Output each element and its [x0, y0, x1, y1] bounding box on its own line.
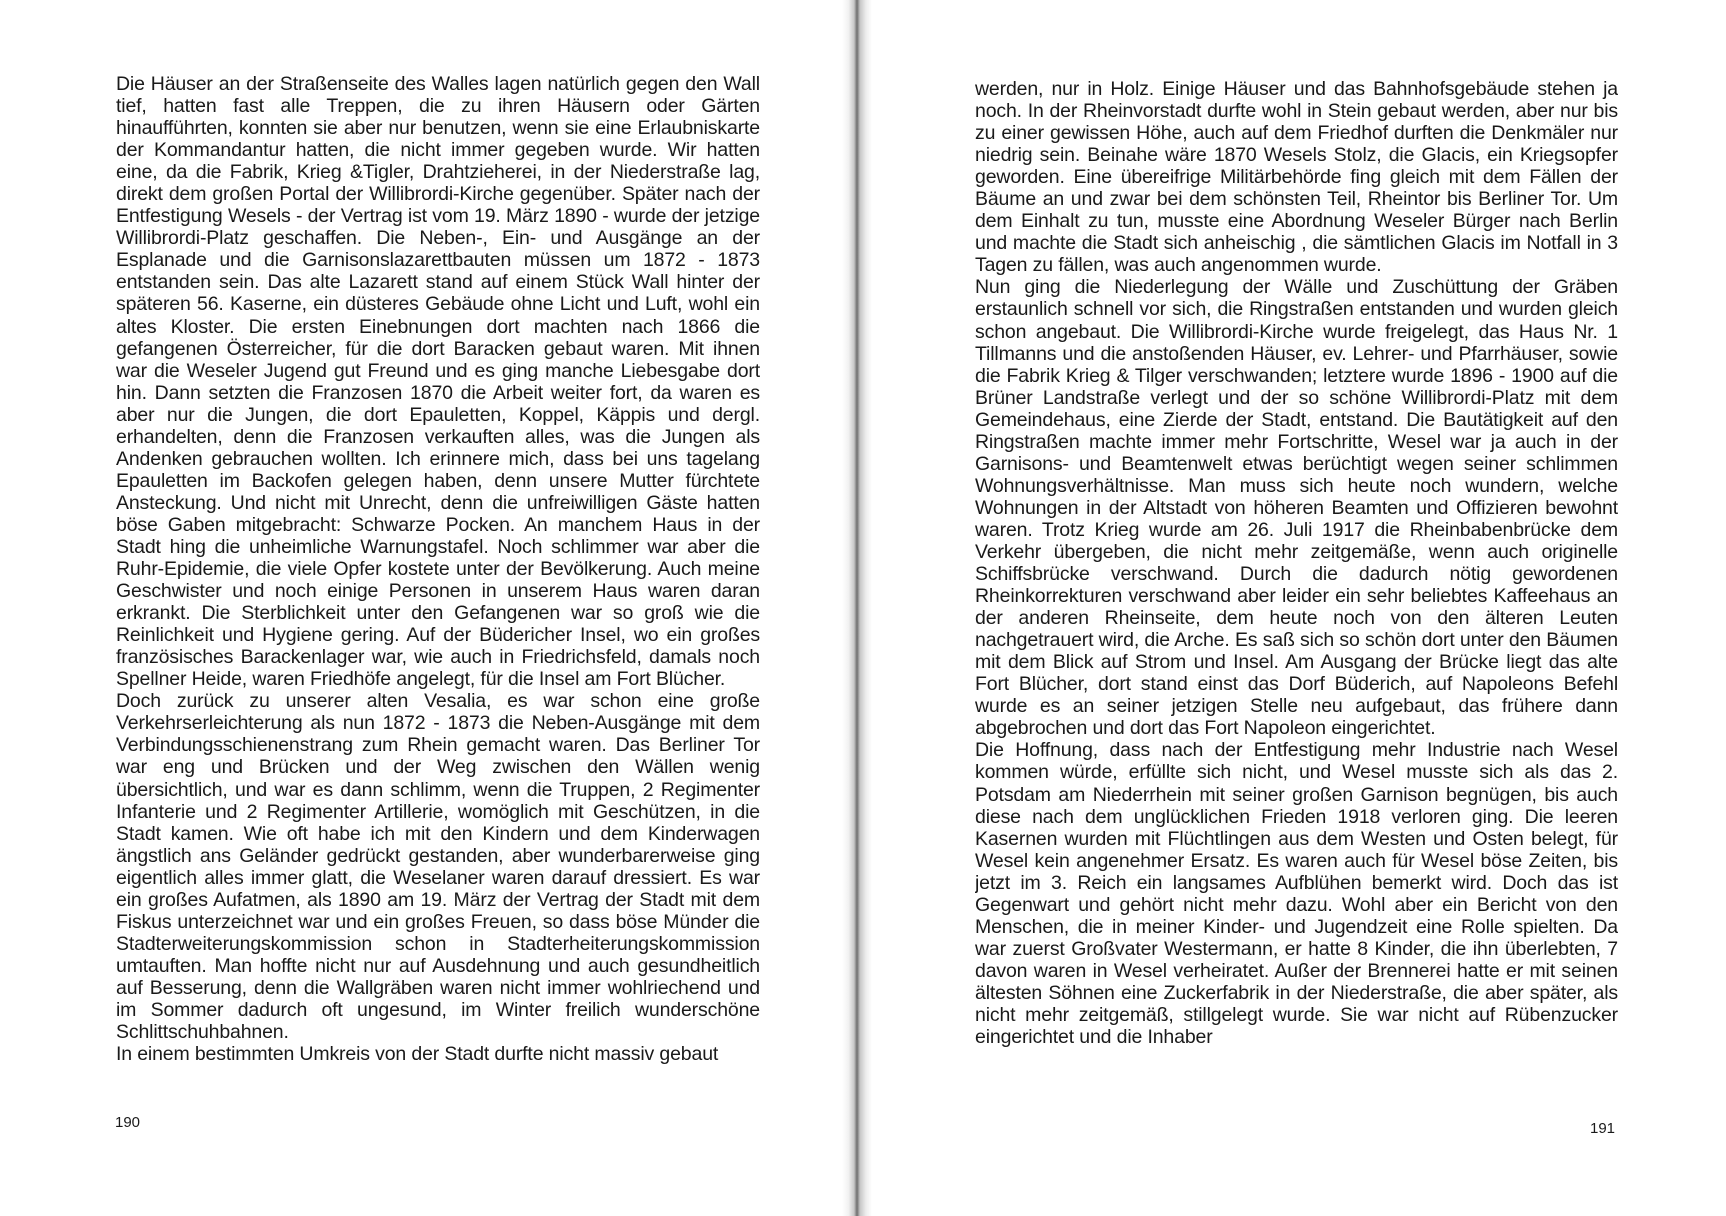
- paragraph: Die Hoffnung, dass nach der Entfestigung mehr Industrie nach Wesel kommen würde, erfüllte sich nicht, und Wesel musste sich als das 2. Potsdam am Niederrhein mit seiner großen Garnison begnügen, bis auch diese nach dem unglücklichen Frieden 1918 verloren ging. Die leeren Kasernen wurden mit Flüchtlingen aus dem Westen und Osten belegt, für Wesel kein angenehmer Ersatz. Es waren auch für Wesel böse Zeiten, bis jetzt im 3. Reich ein langsames Aufblühen bemerkt wird. Doch das ist Gegenwart und gehört nicht mehr dazu. Wohl aber ein Bericht von den Menschen, die in meiner Kinder- und Jugendzeit eine Rolle spielten. Da war zuerst Großvater Westermann, er hatte 8 Kinder, die ihn überlebten, 7 davon waren in Wesel verheiratet. Außer der Brennerei hatte er mit seinen ältesten Söhnen eine Zuckerfabrik in der Niederstraße, die aber später, als nicht mehr zeitgemäß, stillgelegt wurde. Sie war nicht auf Rübenzucker eingerichtet und die Inhaber: [975, 739, 1618, 1049]
- right-page-body: [975, 78, 1618, 1048]
- paragraph: Nun ging die Niederlegung der Wälle und Zuschüttung der Gräben erstaunlich schnell vor sich, die Ringstraßen entstanden und wurden gleich schon angebaut. Die Willibrordi-Kirche wurde freigelegt, das Haus Nr. 1 Tillmanns und die anstoßenden Häuser, ev. Lehrer- und Pfarrhäuser, sowie die Fabrik Krieg & Tilger verschwanden; letztere wurde 1896 - 1900 auf die Brüner Landstraße verlegt und der so schöne Willibrordi-Platz mit dem Gemeindehaus, eine Zierde der Stadt, entstand. Die Bautätigkeit auf den Ringstraßen machte immer mehr Fortschritte, Wesel war ja auch in der Garnisons- und Beamtenwelt etwas berüchtigt wegen seiner schlimmen Wohnungsverhältnisse. Man muss sich heute noch wundern, welche Wohnungen in der Altstadt von höheren Beamten und Offizieren bewohnt waren. Trotz Krieg wurde am 26. Juli 1917 die Rheinbabenbrücke dem Verkehr übergeben, die nicht mehr zeitgemäße, wenn auch originelle Schiffsbrücke verschwand. Durch die dadurch nötig gewordenen Rheinkorrekturen verschwand aber leider ein sehr beliebtes Kaffeehaus an der anderen Rheinseite, dem heute noch von den älteren Leuten nachgetrauert wird, die Arche. Es saß sich so schön dort unter den Bäumen mit dem Blick auf Strom und Insel. Am Ausgang der Brücke liegt das alte Fort Blücher, dort stand einst das Dorf Büderich, auf Napoleons Befehl wurde es an seiner jetzigen Stelle neu aufgebaut, das frühere dann abgebrochen und dort das Fort Napoleon eingerichtet.: [975, 276, 1618, 740]
- page-number-right: 191: [1590, 1120, 1616, 1137]
- left-page-body: [116, 73, 760, 1065]
- paragraph: werden, nur in Holz. Einige Häuser und das Bahnhofsgebäude stehen ja noch. In der Rheinvorstadt durfte wohl in Stein gebaut werden, aber nur bis zu einer gewissen Höhe, auch auf dem Friedhof durften die Denkmäler nur niedrig sein. Beinahe wäre 1870 Wesels Stolz, die Glacis, ein Kriegsopfer geworden. Eine übereifrige Militärbehörde fing gleich mit dem Fällen der Bäume an und zwar bei dem schönsten Teil, Rheintor bis Berliner Tor. Um dem Einhalt zu tun, musste eine Abordnung Weseler Bürger nach Berlin und machte die Stadt sich anheischig , die sämtlichen Glacis im Notfall in 3 Tagen zu fällen, was auch angenommen wurde.: [975, 78, 1618, 277]
- right-page: [872, 0, 1726, 1216]
- left-page: [0, 0, 855, 1216]
- paragraph: Die Häuser an der Straßenseite des Walles lagen natürlich gegen den Wall tief, hatten fast alle Treppen, die zu ihren Häusern oder Gärten hinaufführten, konnten sie aber nur benutzen, wenn sie eine Erlaubniskarte der Kommandantur hatten, die nicht immer gegeben wurde. Wir hatten eine, da die Fabrik, Krieg &Tigler, Drahtzieherei, in der Niederstraße lag, direkt dem großen Portal der Willibrordi-Kirche gegenüber. Später nach der Entfestigung Wesels - der Vertrag ist vom 19. März 1890 - wurde der jetzige Willibrordi-Platz geschaffen. Die Neben-, Ein- und Ausgänge an der Esplanade und die Garnisonslazarettbauten müssen um 1872 - 1873 entstanden sein. Das alte Lazarett stand auf einem Stück Wall hinter der späteren 56. Kaserne, ein düsteres Gebäude ohne Licht und Luft, wohl ein altes Kloster. Die ersten Einebnungen dort machten nach 1866 die gefangenen Österreicher, für die dort Baracken gebaut waren. Mit ihnen war die Weseler Jugend gut Freund und es ging manche Liebesgabe dort hin. Dann setzten die Franzosen 1870 die Arbeit weiter fort, da waren es aber nur die Jungen, die dort Epauletten, Koppel, Käppis und dergl. erhandelten, denn die Franzosen verkauften alles, was die Jungen als Andenken gebrauchen wollten. Ich erinnere mich, dass bei uns tagelang Epauletten im Backofen gelegen haben, denn unsere Mutter fürchtete Ansteckung. Und nicht mit Unrecht, denn die unfreiwilligen Gäste hatten böse Gaben mitgebracht: Schwarze Pocken. An manchem Haus in der Stadt hing die unheimliche Warnungstafel. Noch schlimmer war aber die Ruhr-Epidemie, die viele Opfer kostete unter der Bevölkerung. Auch meine Geschwister und noch einige Personen in unserem Haus waren daran erkrankt. Die Sterblichkeit unter den Gefangenen war so groß wie die Reinlichkeit und Hygiene gering. Auf der Büdericher Insel, wo ein großes französisches Barackenlager war, wie auch in Friedrichsfeld, damals noch Spellner Heide, waren Friedhöfe angelegt, für die Insel am Fort Blücher.: [116, 73, 760, 691]
- paragraph: Doch zurück zu unserer alten Vesalia, es war schon eine große Verkehrserleichterung als nun 1872 - 1873 die Neben-Ausgänge mit dem Verbindungsschienenstrang zum Rhein gemacht waren. Das Berliner Tor war eng und Brücken und der Weg zwischen den Wällen wenig übersichtlich, und war es dann schlimm, wenn die Truppen, 2 Regimenter Infanterie und 2 Regimenter Artillerie, womöglich mit Geschützen, in die Stadt kamen. Wie oft habe ich mit den Kindern und dem Kinderwagen ängstlich ans Geländer gedrückt gestanden, aber wunderbarerweise ging eigentlich alles immer glatt, die Weselaner waren darauf dressiert. Es war ein großes Aufatmen, als 1890 am 19. März der Vertrag der Stadt mit dem Fiskus unterzeichnet war und ein großes Freuen, so dass böse Münder die Stadterweiterungskommission schon in Stadterheiterungskommission umtauften. Man hoffte nicht nur auf Ausdehnung und auch gesundheitlich auf Besserung, denn die Wallgräben waren nicht immer wohlriechend und im Sommer dadurch oft ungesund, im Winter freilich wunderschöne Schlittschuhbahnen.: [116, 690, 760, 1044]
- page-number-left: 190: [115, 1114, 141, 1131]
- book-gutter: [842, 0, 872, 1216]
- paragraph: In einem bestimmten Umkreis von der Stadt durfte nicht massiv gebaut: [116, 1043, 719, 1066]
